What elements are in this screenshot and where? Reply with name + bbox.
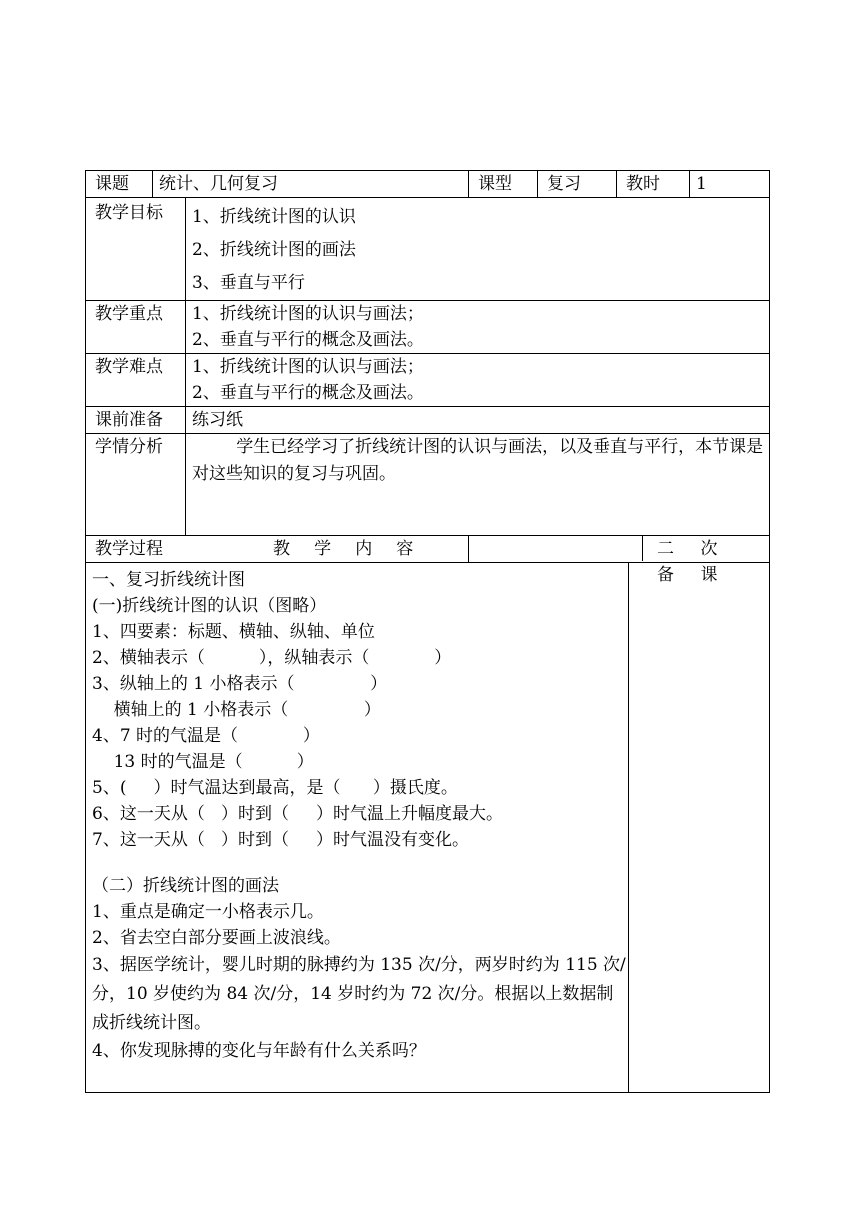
content-item: 4、7 时的气温是（ ） — [92, 726, 320, 746]
header-row — [86, 171, 770, 198]
secondary-prep-area — [628, 563, 769, 1092]
content-label: 教 学 内 容 — [273, 539, 423, 559]
key-points-label: 教学重点 — [86, 301, 186, 354]
content-item: 13 时的气温是（ ） — [92, 752, 314, 772]
content-item: 横轴上的 1 小格表示（ ） — [92, 700, 381, 720]
hours-value: 1 — [690, 171, 770, 198]
content-item-paragraph: 3、据医学统计，婴儿时期的脉搏约为 135 次/分，两岁时约为 115 次/分，10 岁使约为 84 次/分，14 岁时约为 72 次/分。根据以上数据制成折线统计图。 — [92, 955, 626, 1033]
preparation-label: 课前准备 — [86, 407, 186, 434]
section-title: 一、复习折线统计图 — [92, 570, 245, 590]
analysis-text-cell — [186, 434, 770, 536]
content-item: 6、这一天从（ ）时到（ ）时气温上升幅度最大。 — [92, 804, 504, 824]
key-point-item: 2、垂直与平行的概念及画法。 — [192, 330, 424, 350]
goals-row — [86, 198, 770, 301]
content-item: 7、这一天从（ ）时到（ ）时气温没有变化。 — [92, 830, 470, 850]
goal-item: 3、垂直与平行 — [192, 273, 305, 293]
key-point-item: 1、折线统计图的认识与画法； — [192, 304, 424, 324]
content-item: 5、( ）时气温达到最高，是（ ）摄氏度。 — [92, 778, 458, 798]
goals-list — [186, 198, 770, 301]
process-content-wrapper — [86, 563, 770, 1093]
goal-item: 1、折线统计图的认识 — [192, 207, 356, 227]
process-header-cell — [86, 536, 469, 563]
topic-value: 统计、几何复习 — [153, 171, 469, 198]
content-item: 2、横轴表示（ ），纵轴表示（ ） — [92, 648, 452, 668]
analysis-text: 学生已经学习了折线统计图的认识与画法，以及垂直与平行，本节课是对这些知识的复习与巩固。 — [192, 437, 764, 484]
process-header-right — [469, 536, 770, 585]
content-item: 3、纵轴上的 1 小格表示（ ） — [92, 674, 388, 694]
difficulties-label: 教学难点 — [86, 354, 186, 407]
process-content-row — [86, 563, 770, 1093]
content-item: 1、四要素：标题、横轴、纵轴、单位 — [92, 622, 375, 642]
analysis-row — [86, 434, 770, 536]
type-value: 复习 — [538, 171, 617, 198]
difficulty-item: 1、折线统计图的认识与画法； — [192, 357, 424, 377]
type-label: 课型 — [469, 171, 538, 198]
spacer — [92, 853, 628, 873]
hours-label: 教时 — [617, 171, 690, 198]
process-header-row — [86, 536, 770, 563]
content-item: 1、重点是确定一小格表示几。 — [92, 902, 324, 922]
lesson-plan-table — [85, 170, 770, 1093]
key-points-row — [86, 301, 770, 354]
difficulties-list — [186, 354, 770, 407]
key-points-list — [186, 301, 770, 354]
teaching-content — [86, 563, 628, 1092]
analysis-label: 学情分析 — [86, 434, 186, 536]
topic-label: 课题 — [86, 171, 153, 198]
subsection-title: (一)折线统计图的认识（图略） — [92, 596, 327, 616]
difficulty-item: 2、垂直与平行的概念及画法。 — [192, 383, 424, 403]
subsection-title: （二）折线统计图的画法 — [92, 876, 279, 896]
process-label: 教学过程 — [95, 539, 163, 559]
difficulties-row — [86, 354, 770, 407]
preparation-value: 练习纸 — [186, 407, 770, 434]
secondary-label: 二 次 备 课 — [642, 536, 769, 561]
preparation-row — [86, 407, 770, 434]
goals-label: 教学目标 — [86, 198, 186, 301]
content-item: 4、你发现脉搏的变化与年龄有什么关系吗？ — [92, 1041, 426, 1061]
content-item: 2、省去空白部分要画上波浪线。 — [92, 928, 341, 948]
goal-item: 2、折线统计图的画法 — [192, 240, 356, 260]
